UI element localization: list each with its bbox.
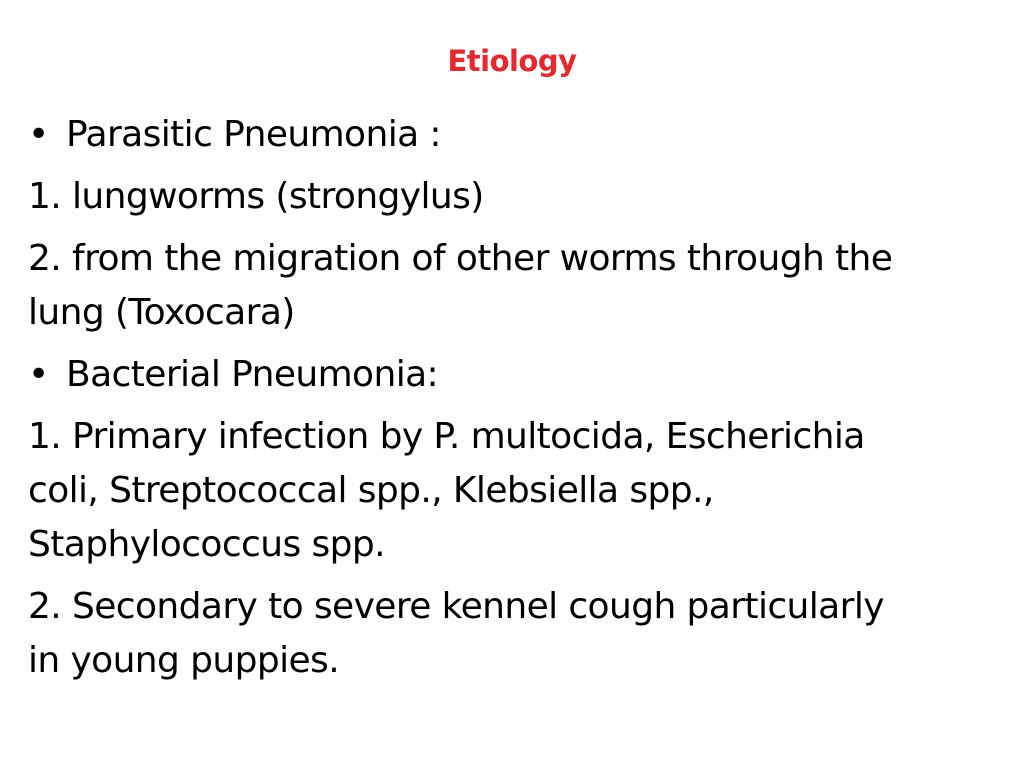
- slide-title: Etiology: [447, 44, 577, 78]
- slide-body: [28, 108, 988, 696]
- bullet-item-parasitic: [28, 108, 988, 162]
- bullet-item-bacterial: [28, 348, 988, 402]
- bullet-text: Parasitic Pneumonia :: [66, 114, 441, 155]
- list-item-lungworms: 1. lungworms (strongylus): [28, 176, 484, 217]
- bullet-text: Bacterial Pneumonia:: [66, 354, 439, 395]
- list-item-primary-infection: 1. Primary infection by P. multocida, Escherichia coli, Streptococcal spp., Klebsiella spp., Staphylococcus spp.: [28, 416, 865, 565]
- bullet-icon: •: [28, 354, 49, 395]
- list-item-secondary: 2. Secondary to severe kennel cough particularly in young puppies.: [28, 586, 884, 681]
- bullet-icon: •: [28, 114, 49, 155]
- list-item-migration: 2. from the migration of other worms through the lung (Toxocara): [28, 238, 893, 333]
